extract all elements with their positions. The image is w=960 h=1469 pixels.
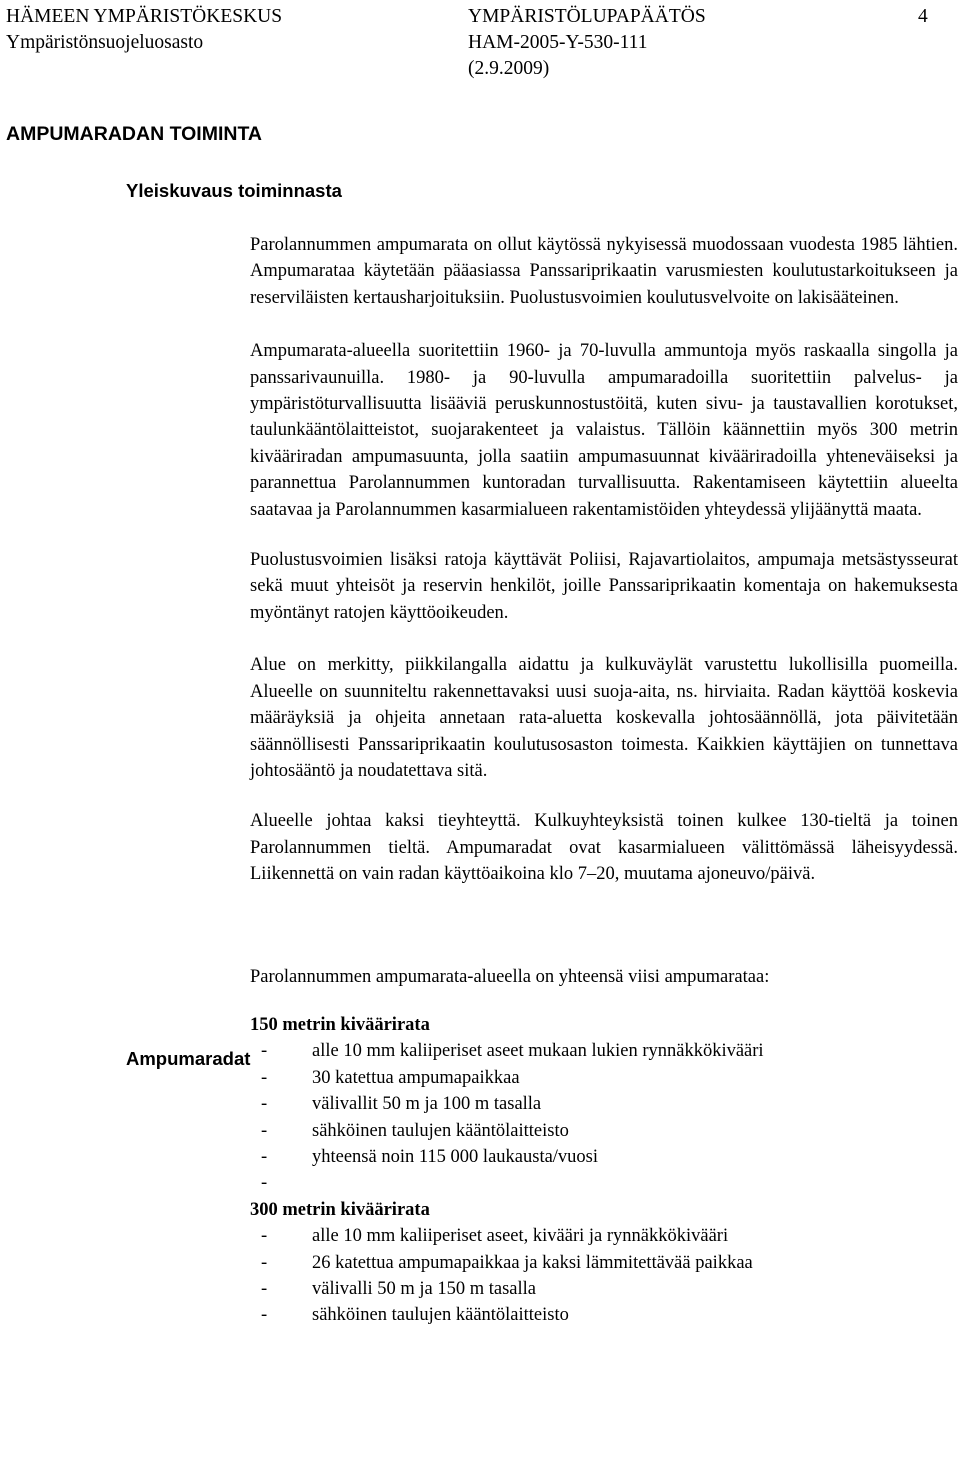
header-department: Ympäristönsuojeluosasto	[6, 32, 204, 53]
list-item-text: alle 10 mm kaliiperiset aseet, kivääri ja rynnäkkökivääri	[312, 1226, 729, 1247]
range-300m	[250, 1197, 958, 1329]
side-heading-ranges: Ampumaradat	[126, 1048, 251, 1069]
list-item	[250, 1118, 958, 1144]
section-title: AMPUMARADAN TOIMINTA	[6, 123, 263, 145]
list-item	[250, 1170, 958, 1196]
list-item	[250, 1144, 958, 1170]
list-dash: -	[261, 1226, 268, 1247]
range-feature-list	[250, 1223, 958, 1329]
list-dash: -	[261, 1120, 268, 1141]
list-item	[250, 1065, 958, 1091]
header-document-type: YMPÄRISTÖLUPAPÄÄTÖS	[468, 6, 706, 27]
list-dash: -	[261, 1278, 268, 1299]
list-item-text: sähköinen taulujen kääntölaitteisto	[312, 1120, 569, 1141]
range-title: 300 metrin kiväärirata	[250, 1199, 430, 1220]
list-item	[250, 1091, 958, 1117]
list-item-text: sähköinen taulujen kääntölaitteisto	[312, 1305, 569, 1326]
paragraph: Alueelle johtaa kaksi tieyhteyttä. Kulkuyhteyksistä toinen kulkee 130-tieltä ja toinen Parolannummen tieltä. Ampumaradat ovat kasarmialueen välittömässä läheisyydessä. Liikennettä on vain radan käyttöaikoina klo 7–20, muutama ajoneuvo/päivä.	[250, 811, 958, 885]
list-dash: -	[261, 1252, 268, 1273]
header-document-date: (2.9.2009)	[468, 58, 550, 79]
paragraph: Ampumarata-alueella suoritettiin 1960- ja 70-luvulla ammuntoja myös raskaalla singolla ja panssarivaunuilla. 1980- ja 90-luvulla ampumaradoilla suoritettiin palvelus- ja ympäristöturvallisuutta lisääviä peruskunnostustöitä, kuten sivu- ja taustavallien korotukset, taulunkääntölaitteistot, suojarakenteet ja valaistus. Tällöin käännettiin myös 300 metrin kivääriradan ampumasuunta, jolla saatiin ampumasuunnat kivääriradoilla yhteneväiseksi ja parannettua Parolannummen kuntoradan turvallisuutta. Rakentamiseen käytettiin alueelta saatavaa ja Parolannummen kasarmialueen rakentamistöiden yhteydessä ylijäänyttä maata.	[250, 341, 958, 520]
list-dash: -	[261, 1041, 268, 1062]
list-item-text: alle 10 mm kaliiperiset aseet mukaan lukien rynnäkkökivääri	[312, 1041, 764, 1062]
list-dash: -	[261, 1067, 268, 1088]
list-dash: -	[261, 1146, 268, 1167]
list-dash: -	[261, 1305, 268, 1326]
list-item	[250, 1276, 958, 1302]
list-item	[250, 1038, 958, 1064]
paragraph: Puolustusvoimien lisäksi ratoja käyttävät Poliisi, Rajavartiolaitos, ampumaja metsästysseurat sekä muut yhteisöt ja reservin henkilöt, joille Panssariprikaatin komentaja on hakemuksesta myöntänyt ratojen käyttöoikeuden.	[250, 550, 958, 623]
range-150m	[250, 1012, 958, 1197]
list-item-text: 30 katettua ampumapaikkaa	[312, 1067, 520, 1088]
paragraph: Parolannummen ampumarata on ollut käytössä nykyisessä muodossaan vuodesta 1985 lähtien. Ampumarataa käytetään pääasiassa Panssariprikaatin varusmiesten koulutustarkoitukseen ja reserviläisten kertausharjoituksiin. Puolustusvoimien koulutusvelvoite on lakisääteinen.	[250, 235, 958, 308]
list-item-text: yhteensä noin 115 000 laukausta/vuosi	[312, 1146, 599, 1167]
list-dash: -	[261, 1173, 268, 1194]
list-item	[250, 1302, 958, 1328]
body-text	[250, 232, 958, 1329]
header-document-id: HAM-2005-Y-530-111	[468, 32, 648, 53]
header-organization: HÄMEEN YMPÄRISTÖKESKUS	[6, 6, 283, 27]
list-item	[250, 1250, 958, 1276]
side-heading-overview: Yleiskuvaus toiminnasta	[126, 180, 342, 201]
list-item-text: välivalli 50 m ja 150 m tasalla	[312, 1278, 537, 1299]
range-title: 150 metrin kiväärirata	[250, 1014, 430, 1035]
paragraph: Parolannummen ampumarata-alueella on yhteensä viisi ampumarataa:	[250, 966, 770, 987]
page-number: 4	[918, 6, 928, 27]
list-item	[250, 1223, 958, 1249]
list-item-text: välivallit 50 m ja 100 m tasalla	[312, 1094, 542, 1115]
range-feature-list	[250, 1038, 958, 1196]
paragraph: Alue on merkitty, piikkilangalla aidattu ja kulkuväylät varustettu lukollisilla puomeilla. Alueelle on suunniteltu rakennettavaksi uusi suoja-aita, ns. hirviaita. Radan käyttöä koskevia määräyksiä ja ohjeita annetaan rata-aluetta koskevalla johtosäännöllä, jota päivitetään säännöllisesti Panssariprikaatin koulutusosaston toimesta. Kaikkien käyttäjien on tunnettava johtosääntö ja noudatettava sitä.	[250, 655, 958, 781]
list-dash: -	[261, 1094, 268, 1115]
list-item-text: 26 katettua ampumapaikkaa ja kaksi lämmitettävää paikkaa	[312, 1252, 753, 1273]
